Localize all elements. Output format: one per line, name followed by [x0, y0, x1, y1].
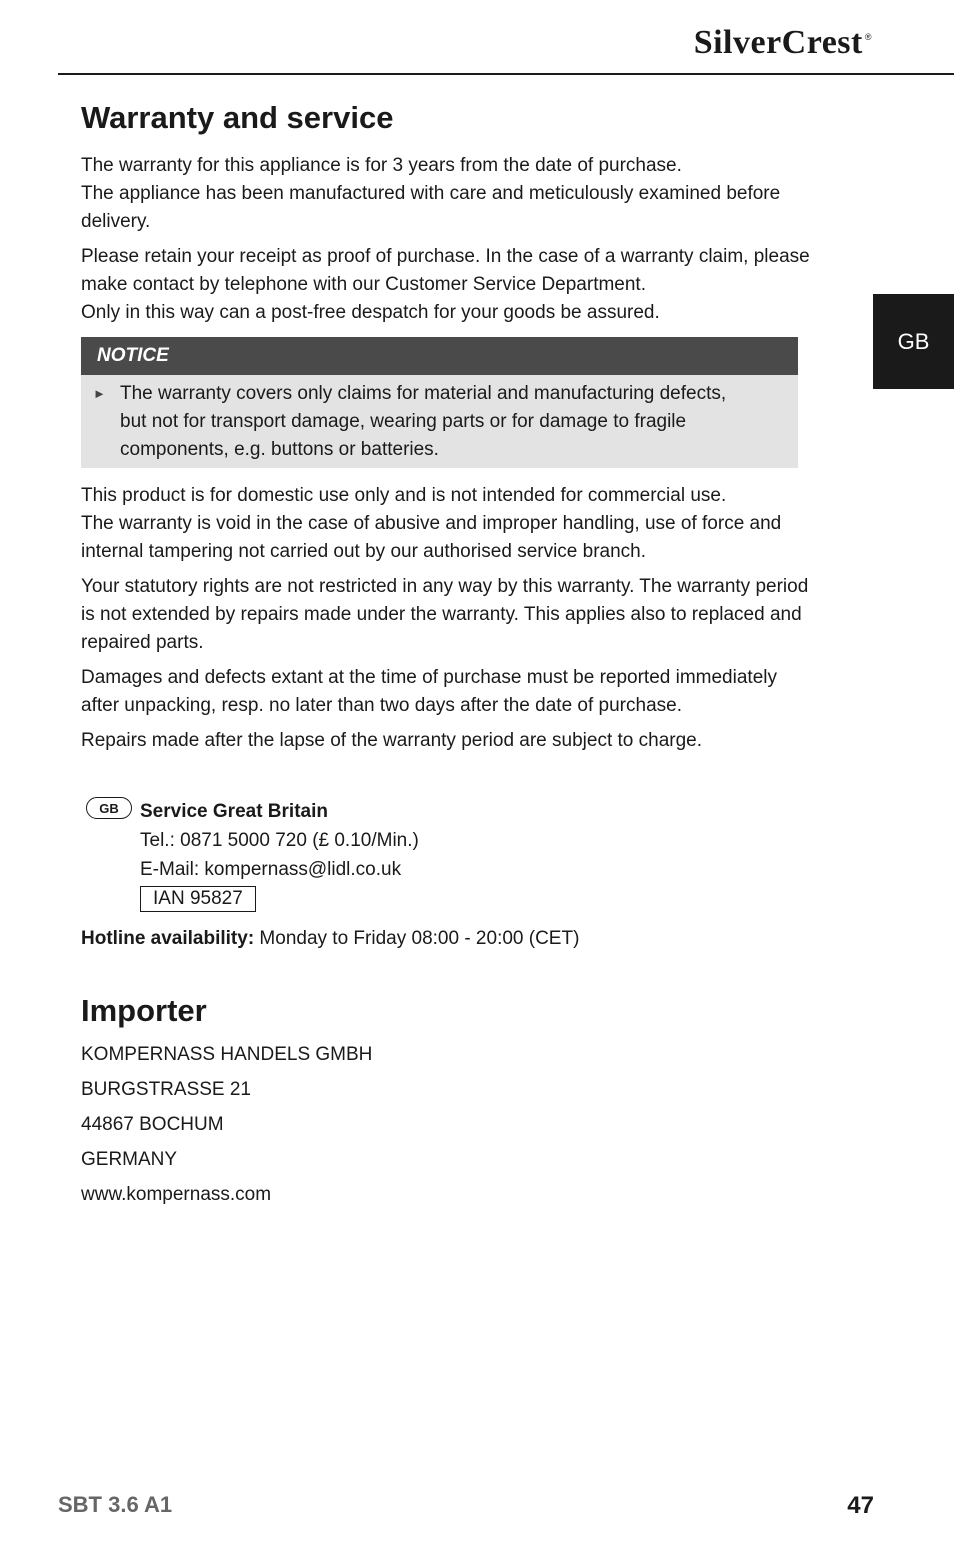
importer-country: GERMANY [81, 1149, 178, 1170]
service-telephone: Tel.: 0871 5000 720 (£ 0.10/Min.) [140, 830, 419, 851]
importer-city: 44867 BOCHUM [81, 1114, 224, 1135]
warranty-paragraph-3 [81, 482, 861, 566]
footer-model-number: SBT 3.6 A1 [58, 1492, 173, 1517]
text-line: internal tampering not carried out by our authorised service branch. [81, 541, 647, 562]
text-line: The warranty for this appliance is for 3 years from the date of purchase. [81, 155, 682, 176]
text-line: delivery. [81, 211, 151, 232]
warranty-paragraph-1 [81, 152, 861, 236]
text-line: Your statutory rights are not restricted in any way by this warranty. The warranty period [81, 576, 809, 597]
importer-website: www.kompernass.com [81, 1184, 272, 1205]
notice-text [120, 380, 726, 464]
warranty-title: Warranty and service [81, 100, 394, 135]
language-tab: GB [873, 294, 954, 389]
text-line: components, e.g. buttons or batteries. [120, 439, 439, 460]
text-line: The warranty covers only claims for material and manufacturing defects, [120, 383, 727, 404]
page-content [81, 96, 861, 1216]
text-line: but not for transport damage, wearing parts or for damage to fragile [120, 411, 687, 432]
brand-logo [694, 24, 870, 62]
notice-label: NOTICE [81, 337, 798, 375]
service-email: E-Mail: kompernass@lidl.co.uk [140, 859, 402, 880]
importer-street: BURGSTRASSE 21 [81, 1079, 251, 1100]
text-line: The warranty is void in the case of abusive and improper handling, use of force and [81, 513, 782, 534]
service-details [140, 797, 419, 913]
warranty-paragraph-6: Repairs made after the lapse of the warranty period are subject to charge. [81, 730, 703, 751]
hotline-value: Monday to Friday 08:00 - 20:00 (CET) [254, 928, 580, 949]
warranty-paragraph-5 [81, 664, 861, 720]
header-rule [58, 73, 954, 75]
hotline-label: Hotline availability: [81, 928, 255, 949]
text-line: is not extended by repairs made under the warranty. This applies also to replaced and [81, 604, 802, 625]
ian-number-box: IAN 95827 [140, 886, 256, 912]
notice-body [81, 375, 798, 468]
importer-company: KOMPERNASS HANDELS GMBH [81, 1044, 373, 1065]
gb-country-badge: GB [86, 797, 132, 819]
text-line: This product is for domestic use only and is not intended for commercial use. [81, 485, 727, 506]
service-block [81, 797, 861, 913]
notice-box [81, 337, 798, 468]
bullet-arrow-icon: ► [93, 386, 106, 401]
warranty-paragraph-4 [81, 573, 861, 657]
service-title: Service Great Britain [140, 801, 328, 822]
footer-page-number: 47 [847, 1492, 874, 1519]
text-line: Please retain your receipt as proof of purchase. In the case of a warranty claim, please [81, 246, 810, 267]
importer-title: Importer [81, 993, 207, 1028]
text-line: repaired parts. [81, 632, 204, 653]
text-line: Damages and defects extant at the time of purchase must be reported immediately [81, 667, 777, 688]
text-line: after unpacking, resp. no later than two days after the date of purchase. [81, 695, 682, 716]
text-line: Only in this way can a post-free despatch for your goods be assured. [81, 302, 660, 323]
text-line: make contact by telephone with our Customer Service Department. [81, 274, 646, 295]
warranty-paragraph-2 [81, 243, 861, 327]
brand-name: SilverCrest [693, 24, 863, 61]
registered-mark: ® [864, 32, 872, 42]
hotline-availability [81, 925, 861, 953]
text-line: The appliance has been manufactured with care and meticulously examined before [81, 183, 781, 204]
